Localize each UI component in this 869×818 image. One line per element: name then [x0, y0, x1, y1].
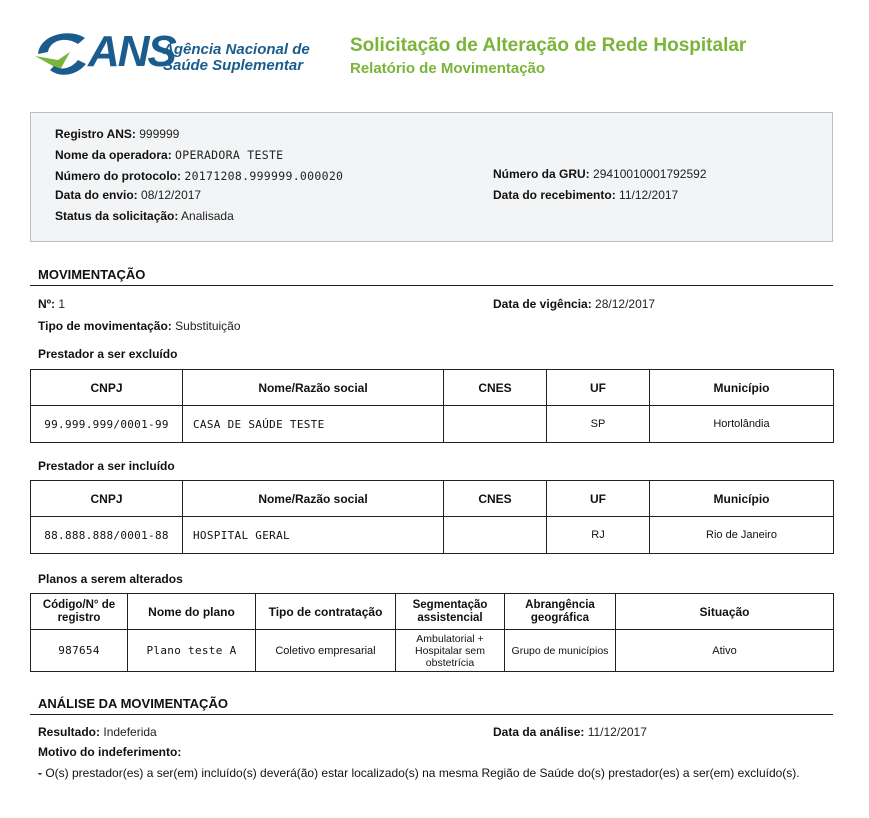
gru-label: Número da GRU:: [493, 167, 590, 181]
col-uf: UF: [547, 370, 650, 406]
numero-label: Nº:: [38, 297, 56, 311]
logo-text: ANS: [88, 27, 175, 76]
col-cnes: CNES: [444, 370, 547, 406]
col-segmentacao: Segmentação assistencial: [396, 594, 505, 630]
report-subtitle: Relatório de Movimentação: [350, 60, 546, 77]
incluido-table: [30, 480, 834, 554]
motivo-text: O(s) prestador(es) a ser(em) incluído(s) deverá(ão) estar localizado(s) na mesma Região de Saúde do(s) prestador(es) a ser(em) excluído(s).: [45, 766, 800, 780]
logo-sub-line1: Agência Nacional de: [163, 41, 310, 58]
planos-heading: Planos a serem alterados: [38, 572, 183, 586]
vigencia-row: [493, 297, 655, 311]
analise-divider: [30, 714, 833, 715]
excluido-heading: Prestador a ser excluído: [38, 347, 178, 361]
protocolo-label: Número do protocolo:: [55, 169, 181, 183]
cell-tipo-contratacao: Coletivo empresarial: [256, 630, 396, 672]
table-header-row: [31, 594, 834, 630]
movimentacao-divider: [30, 285, 833, 286]
vigencia-value: 28/12/2017: [595, 297, 656, 311]
tipo-label: Tipo de movimentação:: [38, 319, 172, 333]
planos-table: [30, 593, 834, 672]
col-nome-plano: Nome do plano: [128, 594, 256, 630]
cell-codigo: 987654: [31, 630, 128, 672]
col-abrangencia: Abrangência geográfica: [505, 594, 616, 630]
resultado-value: Indeferida: [103, 725, 157, 739]
ans-logo-icon: [30, 24, 90, 84]
operadora-value: OPERADORA TESTE: [175, 148, 284, 162]
status-value: Analisada: [181, 209, 234, 223]
data-analise-row: [493, 725, 647, 739]
col-cnes: CNES: [444, 481, 547, 517]
vigencia-label: Data de vigência:: [493, 297, 592, 311]
recebimento-label: Data do recebimento:: [493, 188, 616, 202]
numero-value: 1: [58, 297, 66, 311]
cell-municipio: Hortolândia: [650, 406, 834, 443]
excluido-table: [30, 369, 834, 443]
table-header-row: [31, 370, 834, 406]
analise-heading: ANÁLISE DA MOVIMENTAÇÃO: [38, 696, 228, 711]
registro-value: 999999: [139, 127, 180, 141]
recebimento-row: [493, 188, 678, 202]
cell-nome-plano: Plano teste A: [128, 630, 256, 672]
data-analise-value: 11/12/2017: [587, 725, 647, 739]
col-municipio: Município: [650, 481, 834, 517]
resultado-label: Resultado:: [38, 725, 101, 739]
col-cnpj: CNPJ: [31, 370, 183, 406]
cell-cnes: [444, 517, 547, 554]
cell-cnpj: 88.888.888/0001-88: [31, 517, 183, 554]
movimentacao-heading: MOVIMENTAÇÃO: [38, 267, 146, 282]
numero-row: [38, 297, 65, 311]
table-row: [31, 517, 834, 554]
status-row: [55, 209, 234, 223]
protocolo-row: [55, 169, 343, 183]
cell-segmentacao: Ambulatorial + Hospitalar sem obstetrícia: [396, 630, 505, 672]
motivo-item: [38, 766, 828, 780]
col-nome: Nome/Razão social: [183, 481, 444, 517]
logo-subtitle: [163, 42, 310, 74]
gru-value: 29410010001792592: [593, 167, 707, 181]
envio-value: 08/12/2017: [141, 188, 202, 202]
col-uf: UF: [547, 481, 650, 517]
col-tipo-contratacao: Tipo de contratação: [256, 594, 396, 630]
cell-uf: SP: [547, 406, 650, 443]
envio-row: [55, 188, 201, 202]
col-codigo: Código/N° de registro: [31, 594, 128, 630]
status-label: Status da solicitação:: [55, 209, 179, 223]
envio-label: Data do envio:: [55, 188, 138, 202]
motivo-label: Motivo do indeferimento:: [38, 745, 182, 759]
table-header-row: [31, 481, 834, 517]
cell-abrangencia: Grupo de municípios: [505, 630, 616, 672]
registro-row: [55, 127, 179, 141]
cell-cnes: [444, 406, 547, 443]
table-row: [31, 406, 834, 443]
cell-situacao: Ativo: [616, 630, 834, 672]
operadora-label: Nome da operadora:: [55, 148, 172, 162]
resultado-row: [38, 725, 157, 739]
operadora-row: [55, 148, 283, 162]
recebimento-value: 11/12/2017: [619, 188, 679, 202]
registro-label: Registro ANS:: [55, 127, 136, 141]
cell-nome: CASA DE SAÚDE TESTE: [183, 406, 444, 443]
cell-nome: HOSPITAL GERAL: [183, 517, 444, 554]
col-situacao: Situação: [616, 594, 834, 630]
table-row: [31, 630, 834, 672]
col-cnpj: CNPJ: [31, 481, 183, 517]
cell-municipio: Rio de Janeiro: [650, 517, 834, 554]
protocolo-value: 20171208.999999.000020: [184, 169, 344, 183]
tipo-row: [38, 319, 241, 333]
data-analise-label: Data da análise:: [493, 725, 585, 739]
report-title: Solicitação de Alteração de Rede Hospitalar: [350, 35, 747, 56]
tipo-value: Substituição: [175, 319, 241, 333]
col-nome: Nome/Razão social: [183, 370, 444, 406]
incluido-heading: Prestador a ser incluído: [38, 459, 175, 473]
logo-sub-line2: Saúde Suplementar: [163, 57, 304, 74]
col-municipio: Município: [650, 370, 834, 406]
cell-uf: RJ: [547, 517, 650, 554]
gru-row: [493, 167, 707, 181]
motivo-bullet: -: [38, 766, 42, 780]
cell-cnpj: 99.999.999/0001-99: [31, 406, 183, 443]
